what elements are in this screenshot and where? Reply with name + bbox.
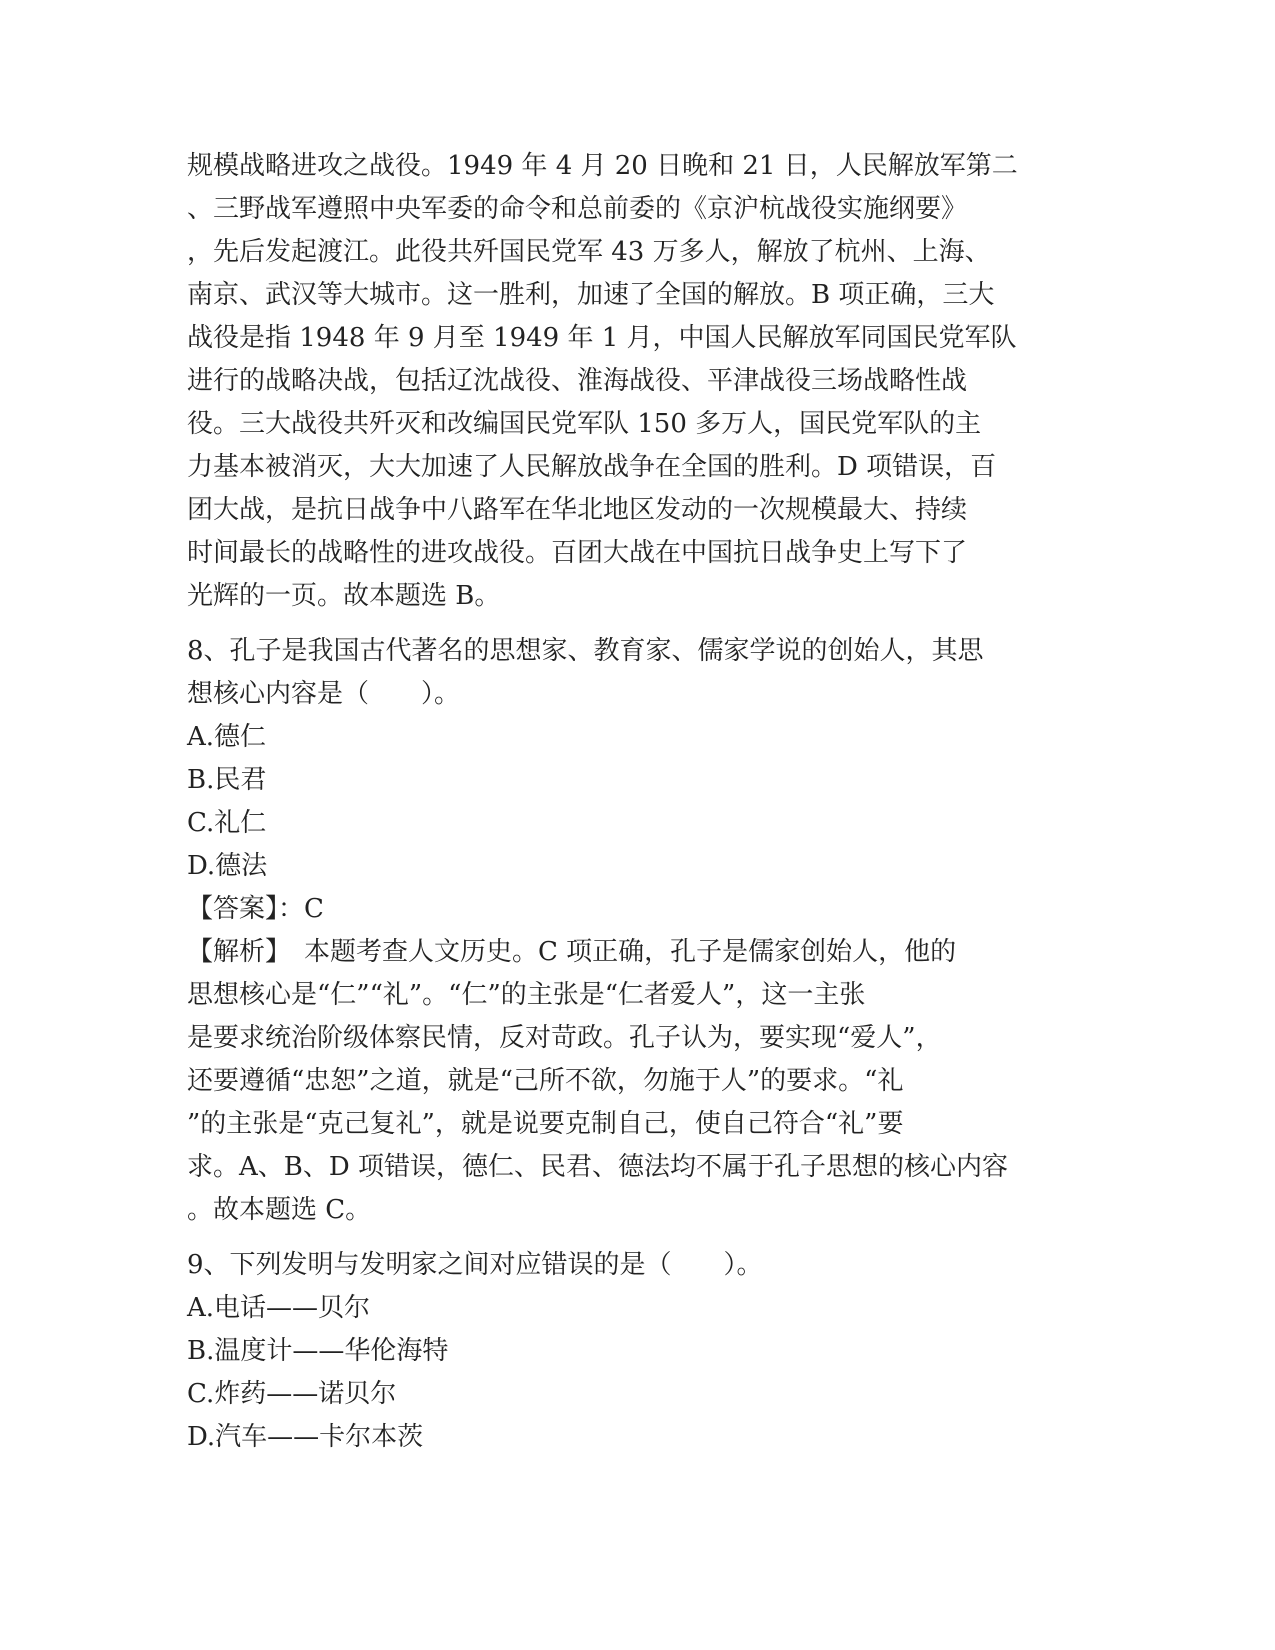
explanation-line: 役。三大战役共歼灭和改编国民党军队 150 多万人，国民党军队的主 xyxy=(187,409,982,439)
explanation-line: 力基本被消灭，大大加速了人民解放战争在全国的胜利。D 项错误，百 xyxy=(187,452,997,482)
explanation-line: 战役是指 1948 年 9 月至 1949 年 1 月，中国人民解放军同国民党军队 xyxy=(187,323,1017,353)
spacer xyxy=(187,618,1087,630)
explanation-line: 是要求统治阶级体察民情，反对苛政。孔子认为，要实现“爱人”， xyxy=(187,1023,942,1053)
question-9 xyxy=(187,1244,1087,1459)
explanation-line: 、三野战军遵照中央军委的命令和总前委的《京沪杭战役实施纲要》 xyxy=(187,194,968,224)
explanation-line: 规模战略进攻之战役。1949 年 4 月 20 日晚和 21 日，人民解放军第二 xyxy=(187,151,1018,181)
question-8 xyxy=(187,630,1087,1232)
option-c: C.炸药——诺贝尔 xyxy=(187,1379,397,1409)
document-content xyxy=(187,145,1087,1459)
question-stem-line: 想核心内容是（ ）。 xyxy=(187,679,461,709)
explanation-line: 思想核心是“仁”“礼”。“仁”的主张是“仁者爱人”，这一主张 xyxy=(187,980,866,1010)
explanation-line: 【解析】 本题考查人文历史。C 项正确，孔子是儒家创始人，他的 xyxy=(187,937,957,967)
answer-line: 【答案】：C xyxy=(187,894,324,924)
previous-question-explanation xyxy=(187,145,1087,618)
spacer xyxy=(187,1232,1087,1244)
explanation-line: 光辉的一页。故本题选 B。 xyxy=(187,581,501,611)
option-c: C.礼仁 xyxy=(187,808,267,838)
explanation-line: ，先后发起渡江。此役共歼国民党军 43 万多人，解放了杭州、上海、 xyxy=(187,237,991,267)
explanation-line: 团大战，是抗日战争中八路军在华北地区发动的一次规模最大、持续 xyxy=(187,495,968,525)
explanation-line: 还要遵循“忠恕”之道，就是“己所不欲，勿施于人”的要求。“礼 xyxy=(187,1066,904,1096)
explanation-line: 时间最长的战略性的进攻战役。百团大战在中国抗日战争史上写下了 xyxy=(187,538,968,568)
option-d: D.汽车——卡尔本茨 xyxy=(187,1422,424,1452)
option-a: A.德仁 xyxy=(187,722,267,752)
explanation-line: 进行的战略决战，包括辽沈战役、淮海战役、平津战役三场战略性战 xyxy=(187,366,968,396)
explanation-line: 。故本题选 C。 xyxy=(187,1195,372,1225)
option-d: D.德法 xyxy=(187,851,268,881)
explanation-line: 南京、武汉等大城市。这一胜利，加速了全国的解放。B 项正确，三大 xyxy=(187,280,995,310)
question-stem-line: 9、下列发明与发明家之间对应错误的是（ ）。 xyxy=(187,1250,763,1280)
option-b: B.民君 xyxy=(187,765,267,795)
question-stem-line: 8、孔子是我国古代著名的思想家、教育家、儒家学说的创始人，其思 xyxy=(187,636,984,666)
explanation-line: ”的主张是“克己复礼”，就是说要克制自己，使自己符合“礼”要 xyxy=(187,1109,904,1139)
explanation-line: 求。A、B、D 项错误，德仁、民君、德法均不属于孔子思想的核心内容 xyxy=(187,1152,1008,1182)
option-a: A.电话——贝尔 xyxy=(187,1293,371,1323)
option-b: B.温度计——华伦海特 xyxy=(187,1336,449,1366)
